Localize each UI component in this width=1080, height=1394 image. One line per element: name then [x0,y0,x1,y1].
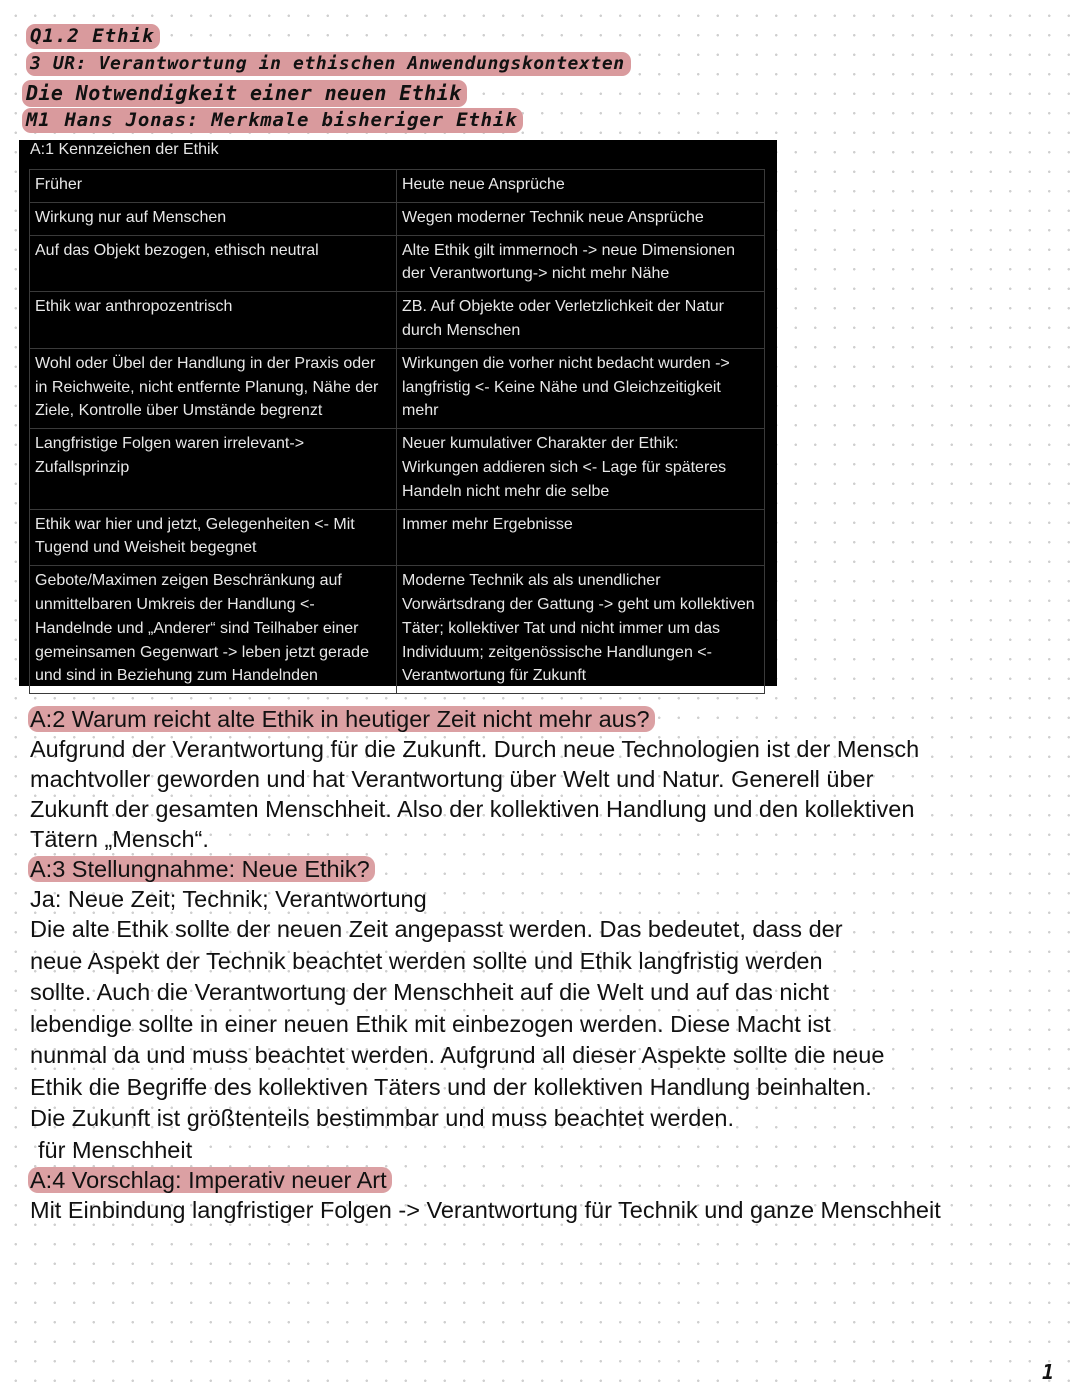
q2-line: Tätern „Mensch“. [30,826,209,852]
answers-section [30,704,1030,1225]
table-body [30,170,765,694]
q2-line: Zukunft der gesamten Menschheit. Also der kollektiven Handlung und den kollektiven [30,796,915,822]
page-number: 1 [1042,1360,1055,1384]
table-row [30,202,765,235]
table-cell-before: Gebote/Maximen zeigen Beschränkung auf unmittelbaren Umkreis der Handlung <- Handelnde und „Anderer“ sind Teilhaber einer gemeinsamen Gegenwart -> leben jetzt gerade und sind in Beziehung zum Handelnden [30,566,397,694]
table-row [30,292,765,349]
table-cell-before: Wohl oder Übel der Handlung in der Praxis oder in Reichweite, nicht entfernte Planung, Nähe der Ziele, Kontrolle über Umstände begrenzt [30,348,397,428]
q4-line: Mit Einbindung langfristiger Folgen -> Verantwortung für Technik und ganze Menschheit [30,1196,941,1223]
table-row [30,348,765,428]
table-row [30,170,765,203]
ethics-comparison-table [29,169,765,694]
material-label: M1 [26,109,51,131]
q3-line: nunmal da und muss beachtet werden. Aufgrund all dieser Aspekte sollte die neue [30,1042,885,1068]
q3-line: Ethik die Begriffe des kollektiven Täters und der kollektiven Handlung beinhalten. [30,1073,872,1100]
q3-line: Die alte Ethik sollte der neuen Zeit angepasst werden. Das bedeutet, dass der [30,916,843,942]
table-row [30,509,765,566]
table-caption: A:1 Kennzeichen der Ethik [30,141,219,158]
header-topic [22,83,467,103]
table-row [30,566,765,694]
ethics-table-panel [19,140,777,686]
table-cell-before: Ethik war hier und jetzt, Gelegenheiten <- Mit Tugend und Weisheit begegnet [30,509,397,566]
table-cell-today: Wirkungen die vorher nicht bedacht wurden -> langfristig <- Keine Nähe und Gleichzeitigkeit mehr [397,348,765,428]
table-cell-before: Wirkung nur auf Menschen [30,202,397,235]
q2-line: machtvoller geworden und hat Verantwortung über Welt und Natur. Generell über [30,766,874,792]
header-unit-text: 3 UR: Verantwortung in ethischen Anwendungskontexten [26,52,631,76]
table-cell-today: Neuer kumulativer Charakter der Ethik: Wirkungen addieren sich <- Lage für späteres Handeln nicht mehr die selbe [397,429,765,509]
header-material-text [22,108,523,133]
q3-heading: A:3 Stellungnahme: Neue Ethik? [28,856,375,882]
header-course-text: Q1.2 Ethik [26,24,160,49]
table-cell-today: Wegen moderner Technik neue Ansprüche [397,202,765,235]
q3-line: lebendige sollte in einer neuen Ethik mit einbezogen werden. Diese Macht ist [30,1010,831,1037]
q3-line: neue Aspekt der Technik beachtet werden sollte und Ethik langfristig werden [30,947,823,974]
header-unit [26,55,631,73]
header-material [22,111,523,130]
table-cell-before: Früher [30,170,397,203]
table-row [30,235,765,292]
q2-line: Aufgrund der Verantwortung für die Zukunft. Durch neue Technologien ist der Mensch [30,736,920,762]
table-cell-today: Alte Ethik gilt immernoch -> neue Dimensionen der Verantwortung-> nicht mehr Nähe [397,235,765,292]
q3-heading-line [30,854,1030,884]
table-cell-before: Ethik war anthropozentrisch [30,292,397,349]
q3-line: Die Zukunft ist größtenteils bestimmbar und muss beachtet werden. [30,1105,735,1131]
material-author: Hans Jonas [64,109,187,131]
header-topic-text: Die Notwendigkeit einer neuen Ethik [22,80,467,107]
table-cell-today: Immer mehr Ergebnisse [397,509,765,566]
q4-heading-line [30,1165,1030,1195]
table-cell-today: Moderne Technik als als unendlicher Vorwärtsdrang der Gattung -> geht um kollektiven Täter; kollektiver Tat und nicht immer um das Individuum; zeitgenössische Handlungen <- Verantwortung für Zukunft [397,566,765,694]
header-course [26,27,160,46]
material-title: : Merkmale bisheriger Ethik [186,109,518,131]
table-cell-today: Heute neue Ansprüche [397,170,765,203]
q2-heading-line [30,704,1030,734]
q3-addendum: für Menschheit [38,1136,193,1163]
table-cell-before: Langfristige Folgen waren irrelevant-> Zufallsprinzip [30,429,397,509]
q2-heading: A:2 Warum reicht alte Ethik in heutiger Zeit nicht mehr aus? [28,706,655,732]
table-row [30,429,765,509]
q3-summary: Ja: Neue Zeit; Technik; Verantwortung [30,886,427,912]
table-cell-today: ZB. Auf Objekte oder Verletzlichkeit der Natur durch Menschen [397,292,765,349]
table-cell-before: Auf das Objekt bezogen, ethisch neutral [30,235,397,292]
q3-line: sollte. Auch die Verantwortung der Menschheit auf die Welt und auf das nicht [30,979,830,1005]
q4-heading: A:4 Vorschlag: Imperativ neuer Art [28,1167,392,1193]
